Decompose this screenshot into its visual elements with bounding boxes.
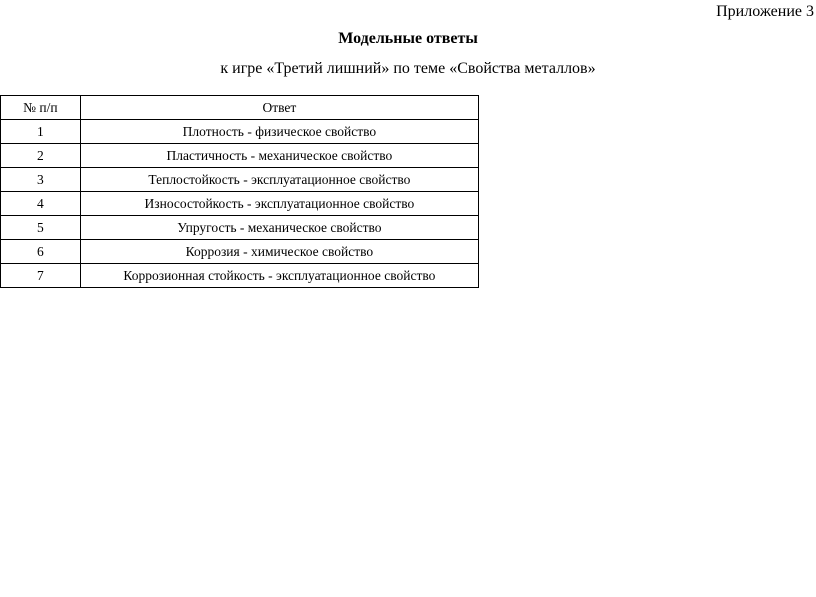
page-subtitle: к игре «Третий лишний» по теме «Свойства металлов» [220,60,596,77]
row-number: 2 [1,144,81,168]
answers-table [0,95,479,288]
table-row [1,216,479,240]
row-number: 4 [1,192,81,216]
row-answer: Пластичность - механическое свойство [80,144,478,168]
header-answer: Ответ [80,96,478,120]
row-number: 7 [1,264,81,288]
row-number: 1 [1,120,81,144]
table-row [1,264,479,288]
row-answer: Износостойкость - эксплуатационное свойство [80,192,478,216]
row-answer: Упругость - механическое свойство [80,216,478,240]
header-number: № п/п [1,96,81,120]
table-row [1,168,479,192]
table-row [1,144,479,168]
appendix-label: Приложение 3 [716,3,814,20]
row-answer: Плотность - физическое свойство [80,120,478,144]
table-header-row [1,96,479,120]
page-title: Модельные ответы [338,30,478,47]
row-number: 5 [1,216,81,240]
row-answer: Теплостойкость - эксплуатационное свойство [80,168,478,192]
row-number: 3 [1,168,81,192]
table-row [1,240,479,264]
row-answer: Коррозия - химическое свойство [80,240,478,264]
row-number: 6 [1,240,81,264]
row-answer: Коррозионная стойкость - эксплуатационное свойство [80,264,478,288]
table-row [1,192,479,216]
table-row [1,120,479,144]
